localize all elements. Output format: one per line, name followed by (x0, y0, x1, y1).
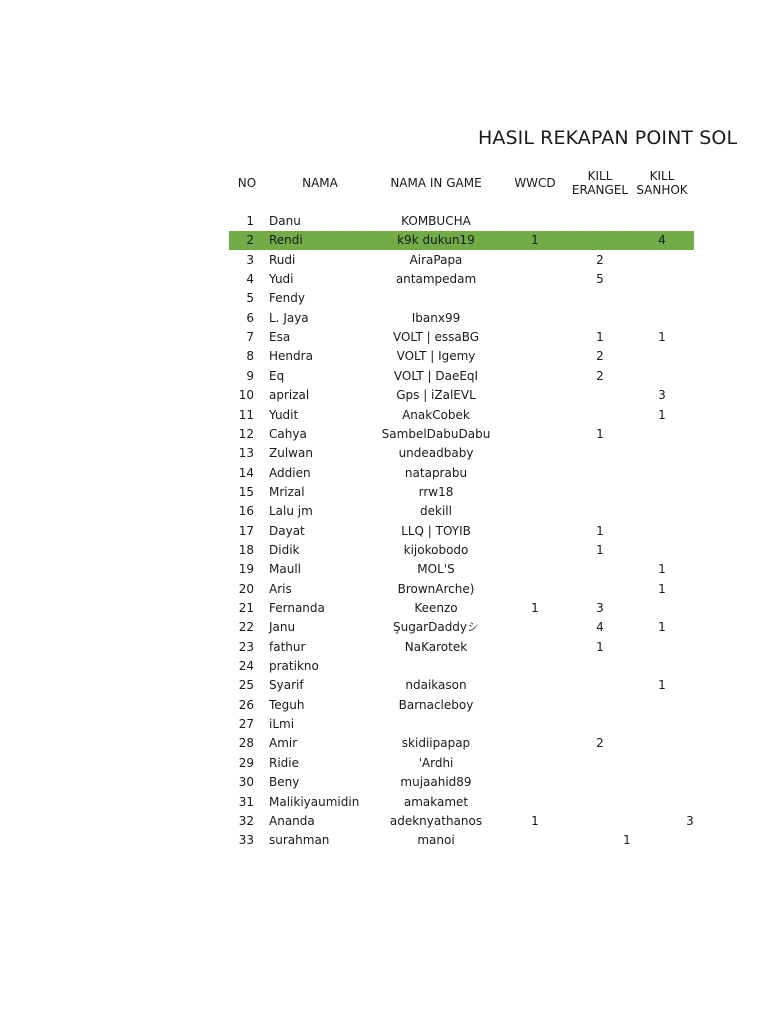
cell-nama-in-game: Ibanx99 (411, 310, 461, 325)
table-row (0, 522, 768, 541)
cell-kill-erangel: 2 (596, 368, 604, 383)
table-row (0, 812, 768, 831)
cell-nama-in-game: VOLT | Igemy (396, 349, 476, 364)
cell-nama-in-game: VOLT | DaeEqI (393, 368, 479, 383)
cell-no: 2 (246, 233, 254, 248)
cell-kill-erangel: 2 (596, 736, 604, 751)
cell-no: 24 (238, 659, 254, 674)
cell-kill-erangel: 1 (596, 523, 604, 538)
cell-nama: Yudit (269, 407, 299, 422)
cell-no: 27 (238, 717, 254, 732)
table-row (0, 251, 768, 270)
cell-kill-erangel: 4 (596, 620, 604, 635)
cell-nama: Didik (269, 542, 300, 557)
cell-kill-erangel: 1 (596, 330, 604, 345)
cell-no: 30 (238, 775, 254, 790)
cell-kill-erangel: 3 (596, 601, 604, 615)
cell-nama: Hendra (269, 349, 313, 364)
cell-kill-sanhok: 1 (658, 678, 666, 693)
cell-no: 1 (246, 214, 254, 228)
cell-no: 32 (238, 813, 254, 828)
cell-nama: Fendy (269, 291, 305, 306)
cell-nama-in-game: VOLT | essaBG (392, 330, 480, 345)
cell-no: 3 (246, 252, 254, 267)
cell-nama: Beny (269, 775, 300, 790)
table-row (0, 773, 768, 792)
table-row (0, 444, 768, 463)
cell-nama-in-game: KOMBUCHA (401, 214, 471, 228)
table-row (0, 599, 768, 618)
header-wwcd: WWCD (514, 176, 556, 190)
header-kill-erangel (568, 169, 632, 197)
cell-nama: Teguh (269, 697, 305, 712)
table-row (0, 657, 768, 676)
cell-kill-sanhok: 1 (658, 330, 666, 345)
cell-nama-in-game: Keenzo (414, 601, 458, 615)
table-row (0, 270, 768, 289)
cell-nama-in-game: ŞugarDaddyシ (392, 620, 480, 635)
cell-nama: Danu (269, 214, 301, 228)
cell-nama: Ananda (269, 813, 315, 828)
cell-nama-in-game: MOL'S (417, 562, 455, 577)
cell-nama-in-game: k9k dukun19 (397, 233, 475, 248)
cell-nama: pratikno (269, 659, 319, 674)
table-row (0, 676, 768, 695)
header-kill-sanhok-line2: SANHOK (636, 183, 688, 197)
cell-nama: iLmi (269, 717, 295, 732)
cell-kill-erangel: 5 (596, 272, 604, 287)
cell-nama-in-game: kijokobodo (403, 542, 469, 557)
cell-no: 9 (246, 368, 254, 383)
cell-kill-erangel: 2 (596, 252, 604, 267)
header-nama-in-game: NAMA IN GAME (390, 176, 482, 190)
table-row (0, 347, 768, 366)
cell-nama-in-game: rrw18 (418, 484, 454, 499)
cell-nama: Dayat (269, 523, 305, 538)
cell-nama: Malikiyaumidin (269, 794, 360, 809)
table-row (0, 580, 768, 599)
cell-nama-in-game: AnakCobek (402, 407, 470, 422)
table-row (0, 367, 768, 386)
cell-kill-sanhok: 4 (658, 233, 666, 248)
cell-no: 28 (238, 736, 254, 751)
cell-nama-in-game: LLQ | TOYIB (401, 523, 471, 538)
cell-no: 10 (238, 388, 254, 403)
cell-nama: Mrizal (269, 484, 305, 499)
cell-kill-sanhok: 3 (658, 388, 666, 403)
table-row (0, 289, 768, 308)
table-row (0, 734, 768, 753)
cell-no: 25 (238, 678, 254, 693)
cell-extra: 1 (623, 833, 631, 848)
cell-nama: Aris (269, 581, 292, 596)
cell-no: 15 (238, 484, 254, 499)
header-kill-erangel-line2: ERANGEL (571, 183, 629, 197)
table-row (0, 406, 768, 425)
header-kill-sanhok (632, 169, 692, 197)
table-row (0, 696, 768, 715)
table-row (0, 328, 768, 347)
cell-no: 8 (246, 349, 254, 364)
cell-nama-in-game: AiraPapa (409, 252, 463, 267)
cell-nama-in-game: manoi (417, 833, 455, 848)
cell-nama: Janu (269, 620, 296, 635)
cell-nama: fathur (269, 639, 306, 654)
cell-no: 7 (246, 330, 254, 345)
cell-kill-erangel: 1 (596, 639, 604, 654)
cell-extra: 3 (686, 813, 694, 828)
cell-no: 19 (238, 562, 254, 577)
table-row (0, 309, 768, 328)
cell-no: 31 (238, 794, 254, 809)
table-row (0, 464, 768, 483)
cell-no: 22 (238, 620, 254, 635)
cell-nama-in-game: NaKarotek (404, 639, 468, 654)
table-row (0, 231, 768, 250)
cell-nama-in-game: nataprabu (404, 465, 468, 480)
cell-nama-in-game: BrownArche) (397, 581, 475, 596)
cell-nama: Maull (269, 562, 301, 577)
header-no: NO (237, 176, 257, 190)
table-row (0, 502, 768, 521)
cell-nama: Syarif (269, 678, 304, 693)
cell-nama: Lalu jm (269, 504, 313, 519)
cell-kill-sanhok: 1 (658, 620, 666, 635)
table-row (0, 638, 768, 657)
cell-nama-in-game: 'Ardhi (418, 755, 454, 770)
cell-wwcd: 1 (531, 233, 539, 248)
cell-no: 4 (246, 272, 254, 287)
cell-no: 16 (238, 504, 254, 519)
cell-kill-erangel: 1 (596, 542, 604, 557)
cell-kill-erangel: 1 (596, 426, 604, 441)
cell-no: 26 (238, 697, 254, 712)
cell-nama: Rendi (269, 233, 303, 248)
cell-nama-in-game: Gps | iZalEVL (396, 388, 476, 403)
header-kill-erangel-line1: KILL (587, 169, 613, 183)
table-row (0, 754, 768, 773)
cell-no: 13 (238, 446, 254, 461)
table-row (0, 425, 768, 444)
cell-nama-in-game: mujaahid89 (400, 775, 472, 790)
cell-kill-sanhok: 1 (658, 407, 666, 422)
cell-kill-sanhok: 1 (658, 562, 666, 577)
table-row (0, 618, 768, 637)
cell-no: 20 (238, 581, 254, 596)
cell-nama: Rudi (269, 252, 296, 267)
cell-wwcd: 1 (531, 601, 539, 615)
cell-kill-erangel: 2 (596, 349, 604, 364)
table-row (0, 541, 768, 560)
cell-no: 18 (238, 542, 254, 557)
cell-nama: L. Jaya (269, 310, 309, 325)
cell-wwcd: 1 (531, 813, 539, 828)
cell-kill-sanhok: 1 (658, 581, 666, 596)
cell-nama: Yudi (269, 272, 294, 287)
cell-no: 6 (246, 310, 254, 325)
cell-nama-in-game: adeknyathanos (389, 813, 483, 828)
sheet-title: HASIL REKAPAN POINT SOL (478, 127, 738, 149)
cell-nama-in-game: ndaikason (405, 678, 467, 693)
cell-no: 14 (238, 465, 254, 480)
table-row (0, 831, 768, 850)
cell-no: 12 (238, 426, 254, 441)
cell-nama: Amir (269, 736, 298, 751)
cell-nama: aprizal (269, 388, 310, 403)
cell-nama-in-game: Barnacleboy (398, 697, 474, 712)
cell-nama-in-game: undeadbaby (398, 446, 474, 461)
cell-nama-in-game: amakamet (403, 794, 469, 809)
table-row (0, 386, 768, 405)
cell-nama: Addien (269, 465, 311, 480)
cell-nama-in-game: dekill (420, 504, 452, 519)
cell-no: 5 (246, 291, 254, 306)
cell-nama: Esa (269, 330, 291, 345)
table-row (0, 212, 768, 231)
cell-nama: Eq (269, 368, 285, 383)
header-kill-sanhok-line1: KILL (649, 169, 675, 183)
table-row (0, 483, 768, 502)
table-row (0, 560, 768, 579)
cell-nama: Zulwan (269, 446, 313, 461)
header-nama: NAMA (302, 176, 338, 190)
cell-no: 21 (238, 601, 254, 615)
cell-nama-in-game: SambelDabuDabu (381, 426, 491, 441)
cell-nama: Fernanda (269, 601, 325, 615)
cell-nama-in-game: antampedam (395, 272, 477, 287)
cell-nama: Ridie (269, 755, 300, 770)
cell-no: 23 (238, 639, 254, 654)
table-row (0, 793, 768, 812)
cell-nama-in-game: skidiipapap (401, 736, 471, 751)
cell-nama: Cahya (269, 426, 307, 441)
cell-no: 17 (238, 523, 254, 538)
cell-nama: surahman (269, 833, 330, 848)
cell-no: 29 (238, 755, 254, 770)
cell-no: 33 (238, 833, 254, 848)
table-row (0, 715, 768, 734)
cell-no: 11 (238, 407, 254, 422)
